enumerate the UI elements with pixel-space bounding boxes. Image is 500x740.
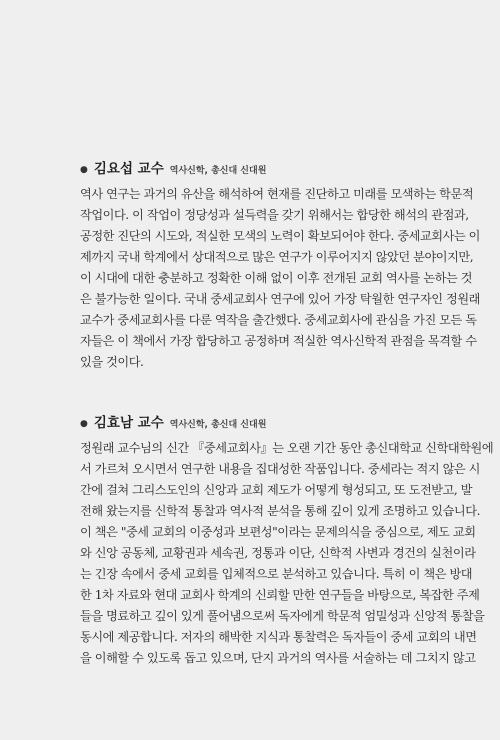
text-line: 서 가르쳐 오시면서 연구한 내용을 집대성한 작품입니다. 중세라는 적지 않은 시 — [80, 462, 481, 476]
endorser-name: 김요섭 교수 — [93, 161, 164, 177]
text-line: 이 책은 "중세 교회의 이중성과 보편성"이라는 문제의식을 중심으로, 제도 교회 — [80, 525, 476, 539]
text-line: 공정한 진단의 시도와, 적실한 모색의 노력이 확보되어야 한다. 중세교회사는 이 — [80, 229, 481, 243]
text-line: 전해 왔는지를 신학적 통찰과 역사적 분석을 통해 깊이 있게 조명하고 있습니다. — [80, 504, 481, 518]
endorsement-1 — [80, 157, 481, 373]
text-line: 은 불가능한 일이다. 국내 중세교회사 연구에 있어 가장 탁월한 연구자인 정원래 — [80, 292, 481, 306]
endorser-name: 김효남 교수 — [93, 415, 164, 431]
endorsement-2 — [80, 411, 494, 669]
text-line: 와 신앙 공동체, 교황권과 세속권, 정통과 이단, 신학적 사변과 경건의 실천이라 — [80, 546, 476, 560]
text-line: 는 긴장 속에서 중세 교회를 입체적으로 분석하고 있습니다. 특히 이 책은 방대 — [80, 567, 473, 581]
text-line: 있을 것이다. — [80, 355, 144, 369]
bullet-icon: ● — [80, 419, 88, 429]
endorsement-text — [80, 184, 481, 373]
text-line: 역사 연구는 과거의 유산을 해석하여 현재를 진단하고 미래를 모색하는 학문적 — [80, 187, 474, 201]
endorser-header — [80, 157, 425, 177]
endorser-header — [80, 411, 425, 431]
endorsement-text — [80, 438, 494, 669]
text-line: 자들은 이 책에서 가장 합당하고 공정하며 적실한 역사신학적 관점을 목격할 수 — [80, 334, 477, 348]
endorser-affiliation: 역사신학, 총신대 신대원 — [169, 420, 267, 430]
text-line: 작업이다. 이 작업이 정당성과 설득력을 갖기 위해서는 합당한 해석의 관점과, — [80, 208, 469, 222]
text-line: 한 1차 자료와 현대 교회사 학계의 신뢰할 만한 연구들을 바탕으로, 복잡한 주제 — [80, 588, 480, 602]
text-line: 이 시대에 대한 충분하고 정확한 이해 없이 이후 전개된 교회 역사를 논하는 것 — [80, 271, 473, 285]
text-line: 을 이해할 수 있도록 돕고 있으며, 단지 과거의 역사를 서술하는 데 그치지 않고 — [80, 651, 476, 665]
endorser-affiliation: 역사신학, 총신대 신대원 — [169, 166, 267, 176]
text-line: 교수가 중세교회사를 다룬 역작을 출간했다. 중세교회사에 관심을 가진 모든 독 — [80, 313, 477, 327]
bullet-icon: ● — [80, 165, 88, 175]
text-line: 간에 걸쳐 그리스도인의 신앙과 교회 제도가 어떻게 형성되고, 또 도전받고, 발 — [80, 483, 473, 497]
text-line: 동시에 제공합니다. 저자의 해박한 지식과 통찰력은 독자들이 중세 교회의 내면 — [80, 630, 477, 644]
text-line: 제까지 국내 학계에서 상대적으로 많은 연구가 이루어지지 않았던 분야이지만, — [80, 250, 474, 264]
text-line: 들을 명료하고 깊이 있게 풀어냄으로써 독자에게 학문적 엄밀성과 신앙적 통찰을 — [80, 609, 485, 623]
text-line: 정원래 교수님의 신간 『중세교회사』는 오랜 기간 동안 총신대학교 신학대학원에 — [80, 441, 494, 455]
